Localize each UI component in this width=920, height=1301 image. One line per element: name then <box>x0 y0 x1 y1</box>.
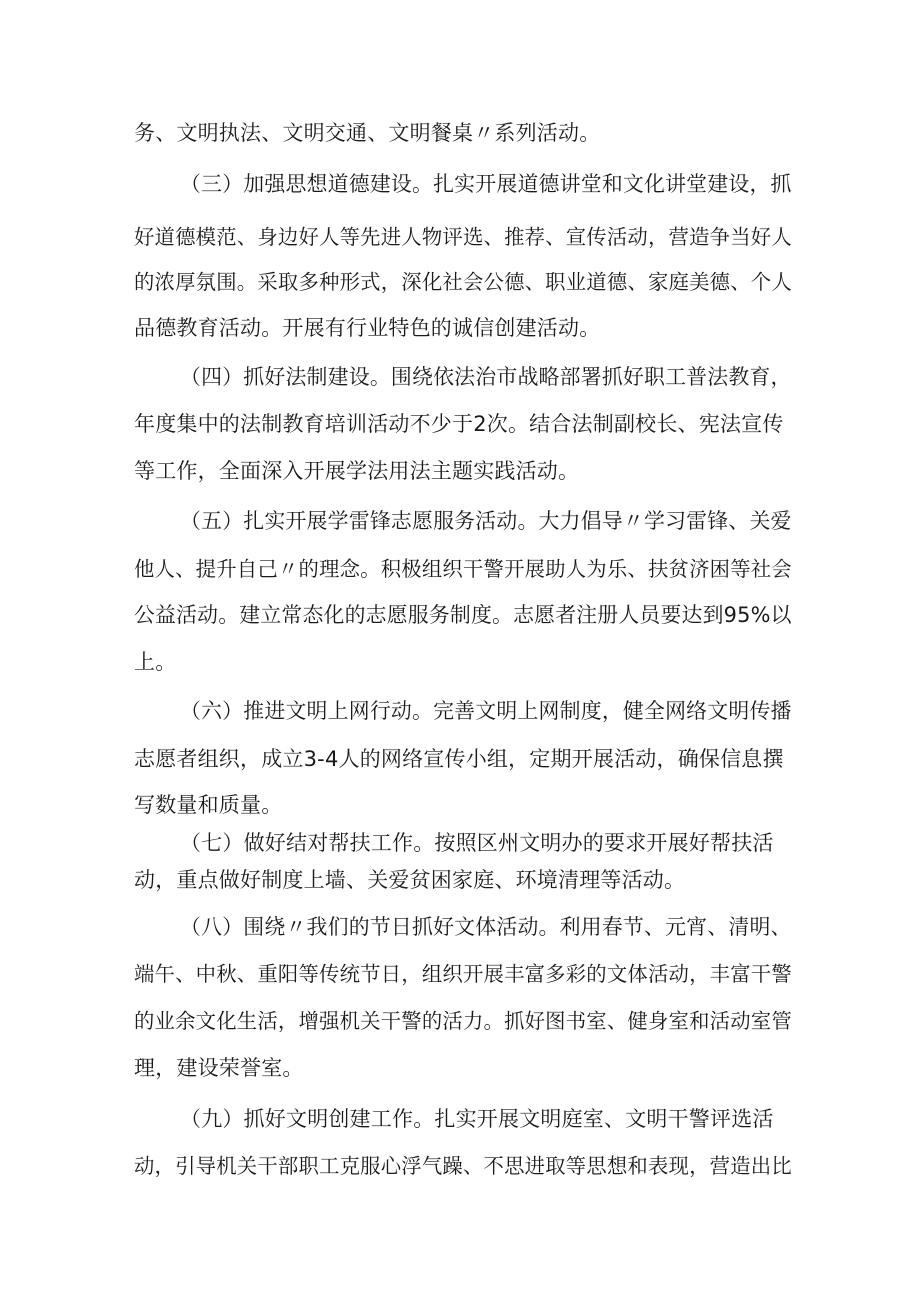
text-line: 品德教育活动。开展有行业特色的诚信创建活动。 <box>134 316 601 340</box>
text-line: 公益活动。建立常态化的志愿服务制度。志愿者注册人员要达到95%以 <box>134 603 792 627</box>
text-line: （九）抓好文明创建工作。扎实开展文明庭室、文明干警评选活 <box>180 1107 774 1131</box>
text-line: 端午、中秋、重阳等传统节日，组织开展丰富多彩的文体活动，丰富干警 <box>134 962 792 986</box>
text-line: （七）做好结对帮扶工作。按照区州文明办的要求开展好帮扶活 <box>180 831 774 855</box>
text-line: 上。 <box>134 650 177 674</box>
text-line: 动，重点做好制度上墙、关爱贫困家庭、环境清理等活动。 <box>134 868 686 892</box>
text-line: 的浓厚氛围。采取多种形式，深化社会公德、职业道德、家庭美德、个人 <box>134 270 792 294</box>
text-line: 等工作，全面深入开展学法用法主题实践活动。 <box>134 459 580 483</box>
text-line: 理，建设荣誉室。 <box>134 1056 304 1080</box>
text-line: 年度集中的法制教育培训活动不少于2次。结合法制副校长、宪法宣传 <box>134 412 784 436</box>
text-line: 写数量和质量。 <box>134 793 283 817</box>
text-line: （六）推进文明上网行动。完善文明上网制度，健全网络文明传播 <box>180 699 792 723</box>
text-line: 他人、提升自己〃的理念。积极组织干警开展助人为乐、扶贫济困等社会 <box>134 557 792 581</box>
text-line: （五）扎实开展学雷锋志愿服务活动。大力倡导〃学习雷锋、关爱 <box>180 509 792 533</box>
text-line: 务、文明执法、文明交通、文明餐桌〃系列活动。 <box>134 121 601 145</box>
text-line: （八）围绕〃我们的节日抓好文体活动。利用春节、元宵、清明、 <box>180 915 792 939</box>
text-line: （三）加强思想道德建设。扎实开展道德讲堂和文化讲堂建设，抓 <box>180 172 792 196</box>
text-line: （四）抓好法制建设。围绕依法治市战略部署抓好职工普法教育， <box>180 365 792 389</box>
text-line: 的业余文化生活，增强机关干警的活力。抓好图书室、健身室和活动室管 <box>134 1009 792 1033</box>
text-line: 志愿者组织，成立3-4人的网络宣传小组，定期开展活动，确保信息撰 <box>134 747 784 771</box>
text-line: 好道德模范、身边好人等先进人物评选、推荐、宣传活动，营造争当好人 <box>134 225 792 249</box>
text-line: 动，引导机关干部职工克服心浮气躁、不思进取等思想和表现，营造出比 <box>134 1154 792 1178</box>
